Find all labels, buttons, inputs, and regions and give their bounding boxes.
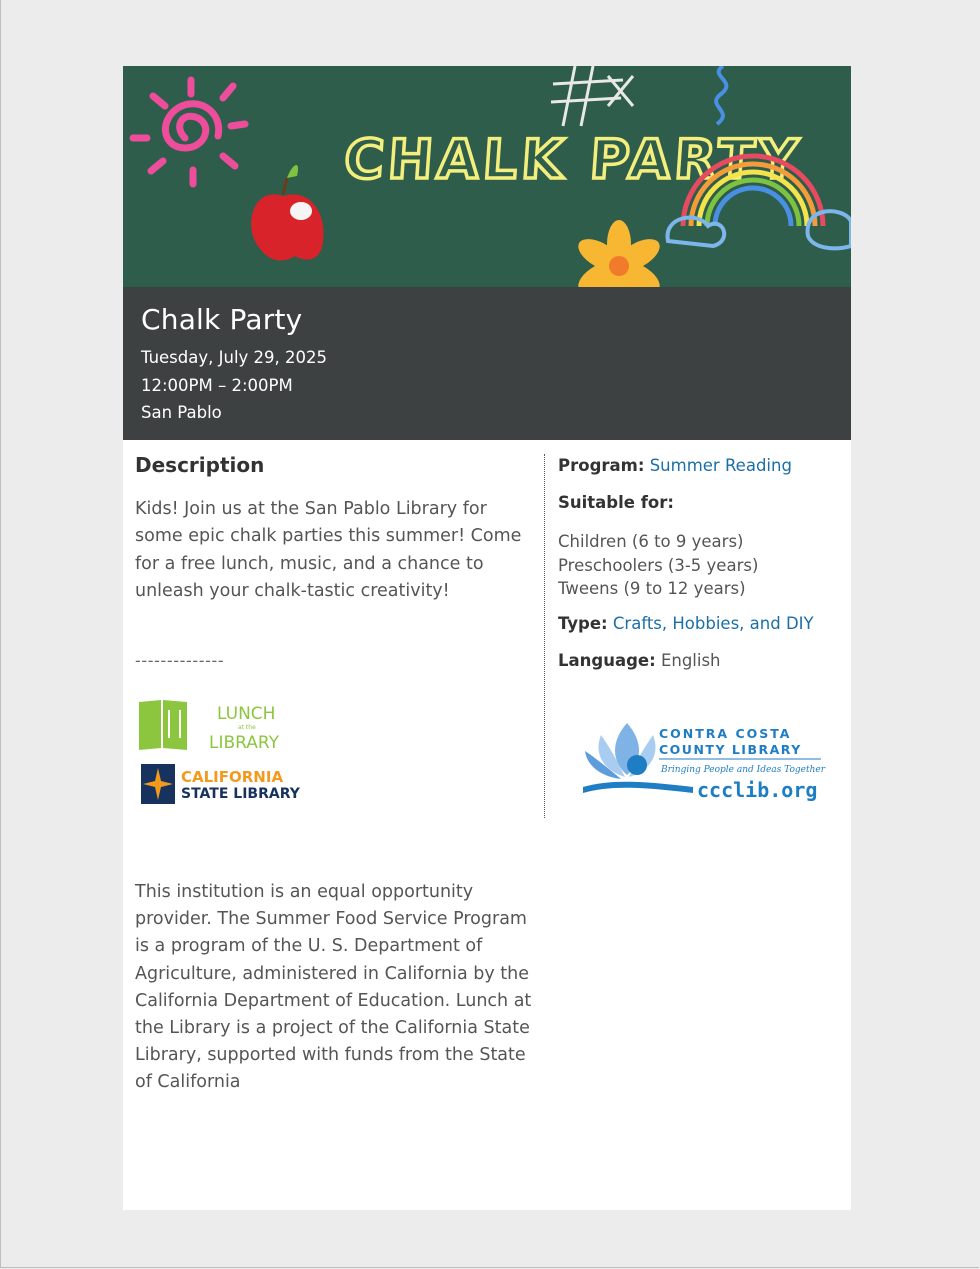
svg-text:ccclib.org: ccclib.org — [697, 778, 818, 802]
svg-text:STATE LIBRARY: STATE LIBRARY — [181, 786, 300, 802]
event-header — [123, 287, 851, 440]
language-value: English — [660, 651, 721, 670]
program-row — [558, 456, 792, 475]
suitable-list — [558, 530, 758, 601]
separator: -------------- — [135, 651, 225, 670]
event-card — [123, 66, 851, 1210]
california-state-library-logo — [141, 764, 301, 810]
lunch-at-the-library-logo — [137, 698, 297, 758]
event-banner — [123, 66, 851, 287]
list-item: Children (6 to 9 years) — [558, 532, 744, 551]
column-divider — [544, 454, 545, 818]
svg-text:CHALK PARTY: CHALK PARTY — [342, 128, 804, 191]
type-label: Type: — [558, 614, 608, 633]
event-time: 12:00PM – 2:00PM — [141, 376, 293, 395]
contra-costa-county-library-logo — [581, 721, 826, 807]
svg-text:LIBRARY: LIBRARY — [209, 733, 280, 753]
type-link[interactable]: Crafts, Hobbies, and DIY — [612, 614, 814, 633]
language-row — [558, 651, 721, 670]
suitable-for-label: Suitable for: — [558, 493, 674, 512]
event-title: Chalk Party — [141, 303, 303, 336]
type-row — [558, 614, 814, 633]
svg-text:COUNTY LIBRARY: COUNTY LIBRARY — [659, 742, 802, 757]
program-label: Program: — [558, 456, 645, 475]
svg-text:CONTRA COSTA: CONTRA COSTA — [659, 726, 792, 741]
event-location: San Pablo — [141, 403, 222, 422]
book-icon — [139, 700, 187, 750]
description-body: Kids! Join us at the San Pablo Library for some epic chalk parties this summer! Come for a free lunch, music, and a chance to unleash your chalk-tastic creativity! — [135, 499, 522, 601]
description-heading: Description — [135, 453, 265, 477]
list-item: Tweens (9 to 12 years) — [558, 579, 746, 598]
language-label: Language: — [558, 651, 656, 670]
svg-text:Bringing People and Ideas Toge: Bringing People and Ideas Together — [661, 765, 825, 775]
list-item: Preschoolers (3-5 years) — [558, 555, 759, 575]
program-link[interactable]: Summer Reading — [649, 456, 792, 475]
svg-text:CALIFORNIA: CALIFORNIA — [181, 768, 284, 786]
nondiscrimination-statement: This institution is an equal opportunity provider. The Summer Food Service Program is a program of the U. S. Department of Agriculture, administered in California by the California Department of Education. Lunch at the Library is a project of the California State Library, supported with funds from the State of California — [135, 882, 532, 1093]
svg-text:LUNCH: LUNCH — [217, 704, 276, 724]
svg-text:at the: at the — [238, 724, 256, 731]
event-date: Tuesday, July 29, 2025 — [141, 348, 328, 367]
star-icon — [141, 764, 175, 804]
